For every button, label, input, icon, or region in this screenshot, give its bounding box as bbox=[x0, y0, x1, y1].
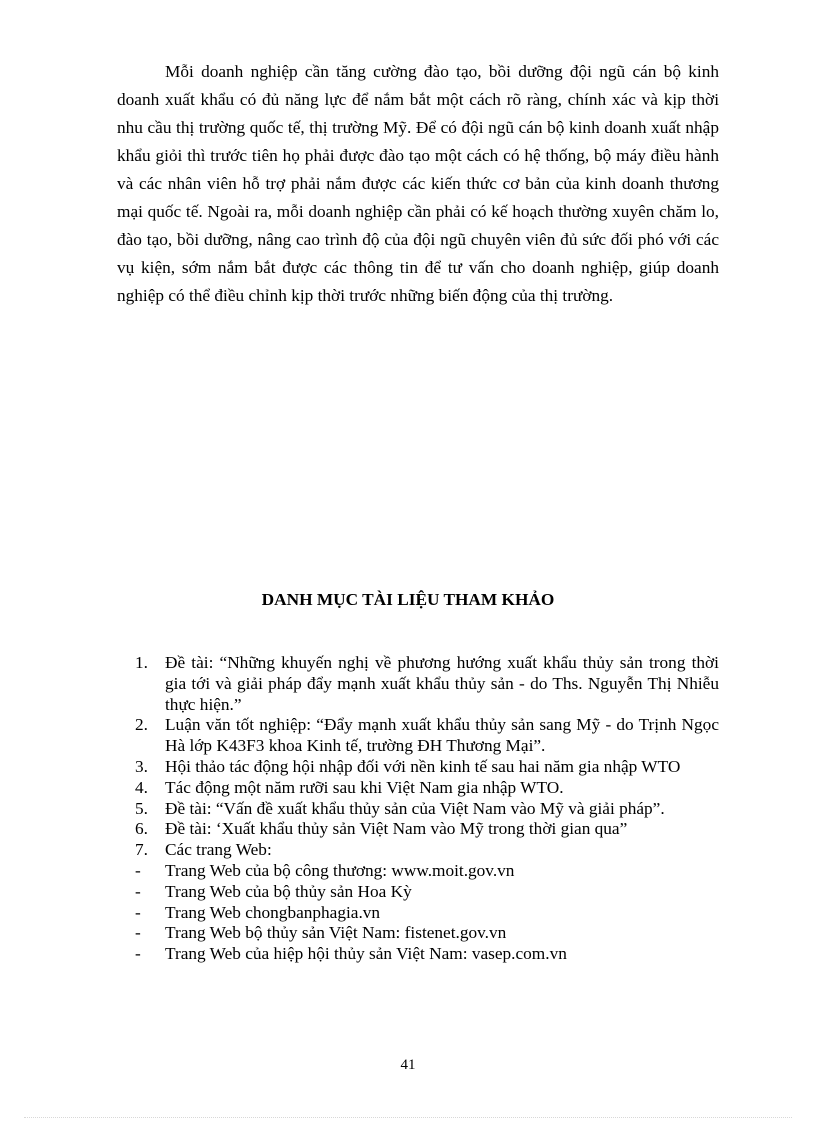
reference-text: Hội thảo tác động hội nhập đối với nền kinh tế sau hai năm gia nhập WTO bbox=[165, 756, 681, 776]
references-list bbox=[135, 653, 719, 965]
reference-item bbox=[135, 923, 719, 944]
reference-item bbox=[135, 819, 719, 840]
reference-marker: 2. bbox=[135, 715, 148, 735]
reference-item bbox=[135, 840, 719, 861]
page-number: 41 bbox=[400, 1057, 416, 1073]
page-bottom-divider bbox=[24, 1117, 792, 1118]
reference-text: Đề tài: “Những khuyến nghị về phương hướng xuất khẩu thủy sản trong thời gia tới và giải pháp đẩy mạnh xuất khẩu thủy sản - do Ths. Nguyễn Thị Nhiễu thực hiện.” bbox=[165, 653, 719, 714]
reference-text: Trang Web của bộ thủy sản Hoa Kỳ bbox=[165, 881, 412, 901]
references-heading: DANH MỤC TÀI LIỆU THAM KHẢO bbox=[261, 590, 555, 609]
reference-text: Các trang Web: bbox=[165, 840, 272, 860]
reference-marker: 6. bbox=[135, 819, 148, 839]
reference-item bbox=[135, 653, 719, 715]
body-paragraph: Mỗi doanh nghiệp cần tăng cường đào tạo, bồi dưỡng đội ngũ cán bộ kinh doanh xuất khẩu có đủ năng lực để nắm bắt một cách rõ ràng, chính xác và kịp thời nhu cầu thị trường quốc tế, thị trường Mỹ. Để có đội ngũ cán bộ kinh doanh xuất nhập khẩu giỏi thì trước tiên họ phải được đào tạo một cách có hệ thống, bộ máy điều hành và các nhân viên hỗ trợ phải nắm được các kiến thức cơ bản của kinh doanh thương mại quốc tế. Ngoài ra, mỗi doanh nghiệp cần phải có kế hoạch thường xuyên chăm lo, đào tạo, bồi dưỡng, nâng cao trình độ của đội ngũ chuyên viên đủ sức đối phó với các vụ kiện, sớm nắm bắt được các thông tin để tư vấn cho doanh nghiệp, giúp doanh nghiệp có thể điều chỉnh kịp thời trước những biến động của thị trường. bbox=[117, 62, 719, 305]
reference-item bbox=[135, 715, 719, 757]
reference-marker: - bbox=[135, 923, 141, 943]
reference-item bbox=[135, 861, 719, 882]
reference-item bbox=[135, 757, 719, 778]
reference-text: Tác động một năm rưỡi sau khi Việt Nam gia nhập WTO. bbox=[165, 777, 564, 797]
reference-text: Trang Web bộ thủy sản Việt Nam: fistenet.gov.vn bbox=[165, 923, 507, 943]
reference-marker: - bbox=[135, 902, 141, 922]
reference-marker: 1. bbox=[135, 653, 148, 672]
reference-text: Trang Web của bộ công thương: www.moit.gov.vn bbox=[165, 860, 515, 880]
reference-marker: - bbox=[135, 860, 141, 880]
reference-text: Luận văn tốt nghiệp: “Đẩy mạnh xuất khẩu thủy sản sang Mỹ - do Trịnh Ngọc Hà lớp K43F3 khoa Kinh tế, trường ĐH Thương Mại”. bbox=[165, 715, 719, 756]
reference-marker: 5. bbox=[135, 798, 148, 818]
reference-text: Trang Web chongbanphagia.vn bbox=[165, 902, 381, 922]
reference-item bbox=[135, 903, 719, 924]
reference-text: Đề tài: ‘Xuất khẩu thủy sản Việt Nam vào Mỹ trong thời gian qua” bbox=[165, 819, 628, 839]
reference-item bbox=[135, 778, 719, 799]
reference-marker: - bbox=[135, 881, 141, 901]
reference-marker: 7. bbox=[135, 840, 148, 860]
reference-marker: 4. bbox=[135, 777, 148, 797]
reference-text: Trang Web của hiệp hội thủy sản Việt Nam: vasep.com.vn bbox=[165, 944, 567, 964]
reference-text: Đề tài: “Vấn đề xuất khẩu thủy sản của Việt Nam vào Mỹ và giải pháp”. bbox=[165, 798, 665, 818]
reference-item bbox=[135, 882, 719, 903]
reference-marker: 3. bbox=[135, 756, 148, 776]
reference-marker: - bbox=[135, 944, 141, 964]
reference-item bbox=[135, 944, 719, 965]
reference-item bbox=[135, 799, 719, 820]
